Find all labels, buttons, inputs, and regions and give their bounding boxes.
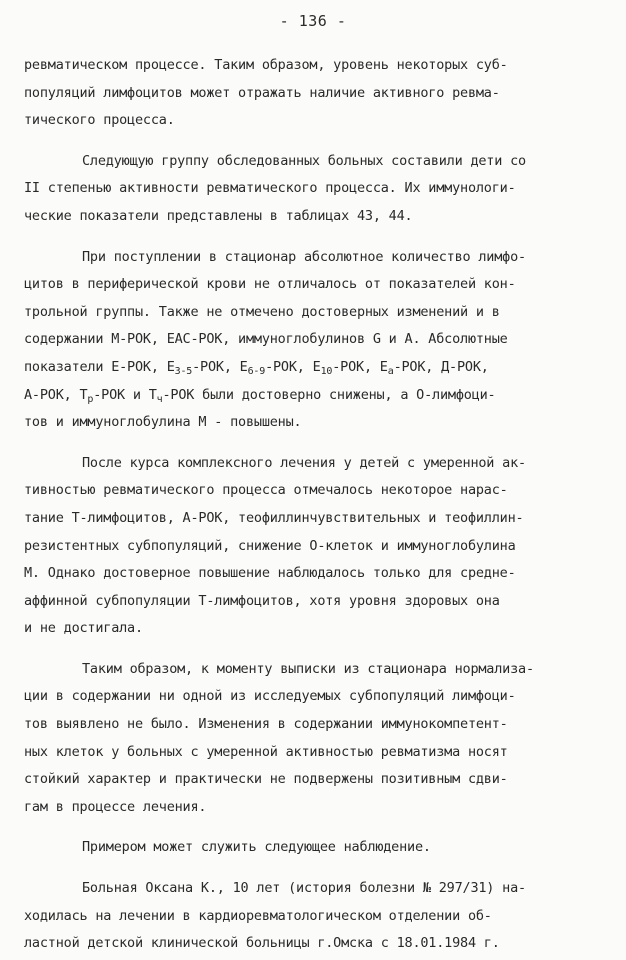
text-line: М. Однако достоверное повышение наблюдалось только для средне- [24,565,516,582]
text-line: Больная Оксана К., 10 лет (история болезни № 297/31) на- [82,880,526,897]
text-line: содержании М-РОК, ЕАС-РОК, иммуноглобулинов G и А. Абсолютные [24,331,508,348]
text-line: ходилась на лечении в кардиоревматологическом отделении об- [24,907,492,924]
text-line: ческие показатели представлены в таблицах 43, 44. [24,207,413,224]
text-line: тивностью ревматического процесса отмечалось некоторое нарас- [24,482,508,499]
text-line: После курса комплексного лечения у детей с умеренной ак- [82,454,526,471]
text-line: ревматическом процессе. Таким образом, уровень некоторых суб- [24,57,508,73]
text-line: тического процесса. [24,112,175,129]
text-line: резистентных субпопуляций, снижение О-клеток и иммуноглобулина [24,537,516,554]
text-line: ции в содержании ни одной из исследуемых субпопуляций лимфоци- [24,688,516,705]
text-line: аффинной субпопуляции Т-лимфоцитов, хотя уровня здоровых она [24,592,500,609]
text-line: Примером может служить следующее наблюдение. [82,839,431,856]
body-text [24,52,602,958]
text-line: Таким образом, к моменту выписки из стационара нормализа- [82,660,534,677]
text-line: При поступлении в стационар абсолютное количество лимфо- [82,248,526,265]
text-line: трольной группы. Также не отмечено достоверных изменений и в [24,303,500,320]
text-line: ластной детской клинической больницы г.Омска с 18.01.1984 г. [24,935,500,952]
page-number: - 136 - [279,12,347,30]
text-line: тов и иммуноглобулина М - повышены. [24,414,302,431]
text-line: стойкий характер и практически не подвержены позитивным сдви- [24,771,508,788]
text-line-subscripts: показатели Е-РОК, $Е_{3-5}$-РОК, $Е_{6-9}$-РОК, $Е_{10}$-РОК, $Е_а$-РОК, Д-РОК, [24,358,489,377]
text-line: популяций лимфоцитов может отражать наличие активного ревма- [24,84,500,101]
text-line: II степенью активности ревматического процесса. Их иммунологи- [24,180,516,197]
text-line: ных клеток у больных с умеренной активностью ревматизма носят [24,743,508,760]
text-line: гам в процессе лечения. [24,798,207,815]
text-line: тание Т-лимфоцитов, А-РОК, теофиллинчувствительных и теофиллин- [24,509,524,526]
text-line: тов выявлено не было. Изменения в содержании иммунокомпетент- [24,716,508,733]
text-line: и не достигала. [24,620,143,637]
text-line: цитов в периферической крови не отличалось от показателей кон- [24,276,516,293]
text-line-subscripts: А-РОК, $Т_р$-РОК и $Т_ч$-РОК были достоверно снижены, а О-лимфоци- [24,386,496,405]
text-line: Следующую группу обследованных больных составили дети со [82,152,526,169]
